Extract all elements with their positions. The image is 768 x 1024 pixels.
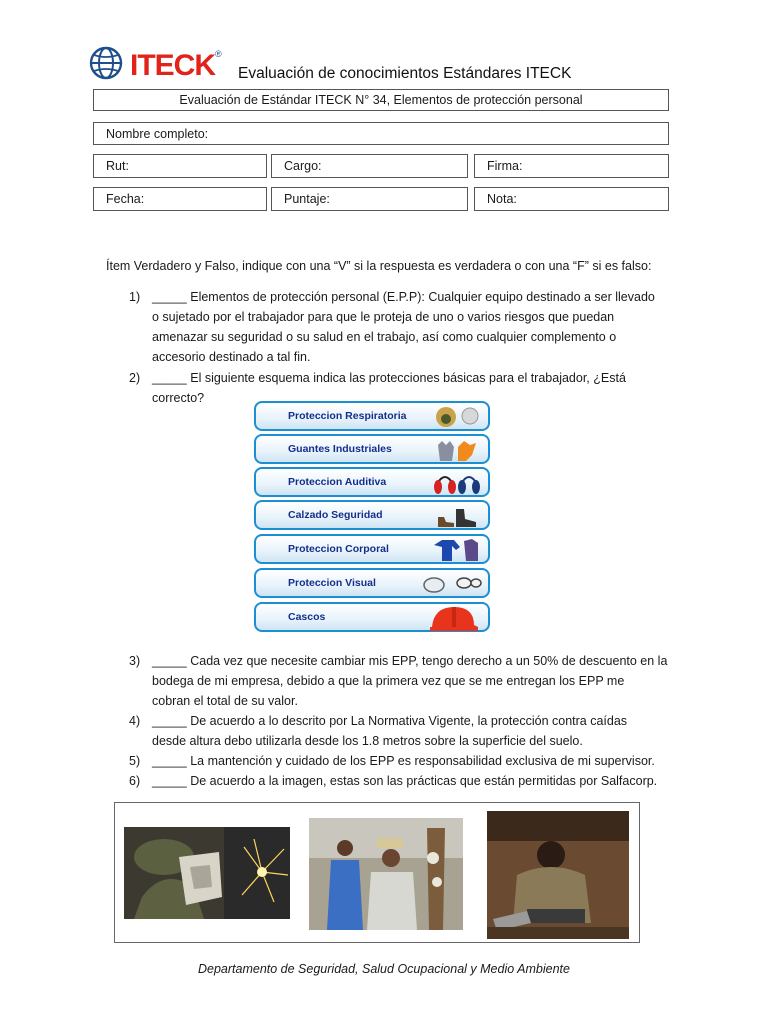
item-number: 6) bbox=[129, 774, 141, 788]
earmuffs-icon bbox=[432, 470, 482, 496]
item-line: cobran el total de su valor. bbox=[152, 694, 298, 708]
epp-respiratory bbox=[254, 401, 490, 431]
item-line: o sujetado por el trabajador para que le proteja de uno o varios riesgos que puedan bbox=[152, 310, 615, 324]
gloves-icon bbox=[432, 437, 482, 463]
epp-label: Proteccion Corporal bbox=[288, 543, 389, 555]
epp-gloves bbox=[254, 434, 490, 464]
item-line: _____ Elementos de protección personal (E.P.P): Cualquier equipo destinado a ser llevado bbox=[152, 290, 655, 304]
nota-field[interactable]: Nota: bbox=[474, 187, 669, 211]
item-number: 2) bbox=[129, 371, 141, 385]
document-title: Evaluación de conocimientos Estándares ITECK bbox=[238, 65, 572, 82]
safety-glasses-icon bbox=[422, 571, 482, 597]
item-line: correcto? bbox=[152, 391, 205, 405]
rut-field[interactable]: Rut: bbox=[93, 154, 267, 178]
item-3-text bbox=[152, 651, 667, 711]
epp-visual bbox=[254, 568, 490, 598]
cargo-field[interactable]: Cargo: bbox=[271, 154, 468, 178]
firma-field[interactable]: Firma: bbox=[474, 154, 669, 178]
safety-boots-icon bbox=[432, 503, 482, 529]
item-6-text: _____ De acuerdo a la imagen, estas son las prácticas que están permitidas por Salfacorp. bbox=[152, 774, 658, 788]
item-number: 1) bbox=[129, 290, 141, 304]
respirator-icon bbox=[432, 404, 482, 430]
item-line: bodega de mi empresa, debido a que la primera vez que se me entregan los EPP me bbox=[152, 674, 625, 688]
item-4-text bbox=[152, 711, 627, 751]
epp-label: Proteccion Respiratoria bbox=[288, 410, 407, 422]
item-line: _____ De acuerdo a lo descrito por La Normativa Vigente, la protección contra caídas bbox=[152, 714, 628, 728]
item-line: amenazar su seguridad o su salud en el trabajo, así como cualquier complemento o bbox=[152, 330, 617, 344]
name-field[interactable]: Nombre completo: bbox=[93, 122, 669, 145]
iteck-globe-logo-icon bbox=[89, 46, 123, 80]
fecha-field[interactable]: Fecha: bbox=[93, 187, 267, 211]
item-number: 4) bbox=[129, 714, 141, 728]
epp-helmets bbox=[254, 602, 490, 632]
item-5-text: _____ La mantención y cuidado de los EPP es responsabilidad exclusiva de mi supervisor. bbox=[152, 754, 655, 768]
item-line: _____ El siguiente esquema indica las protecciones básicas para el trabajador, ¿Está bbox=[152, 371, 626, 385]
item-line: accesorio destinado a tal fin. bbox=[152, 350, 311, 364]
iteck-logo-text: ITECK® bbox=[130, 49, 221, 82]
standard-title-box: Evaluación de Estándar ITECK N° 34, Elementos de protección personal bbox=[93, 89, 669, 111]
footer-department: Departamento de Seguridad, Salud Ocupacional y Medio Ambiente bbox=[198, 962, 570, 976]
item-line: desde altura debo utilizarla desde los 1.8 metros sobre la superficie del suelo. bbox=[152, 734, 583, 748]
hard-hat-icon bbox=[426, 605, 482, 633]
workers-photo bbox=[309, 818, 463, 930]
puntaje-field[interactable]: Puntaje: bbox=[271, 187, 468, 211]
instructions-text: Ítem Verdadero y Falso, indique con una “V” si la respuesta es verdadera o con una “F” si es falso: bbox=[106, 259, 652, 273]
item-number: 5) bbox=[129, 754, 141, 768]
epp-label: Calzado Seguridad bbox=[288, 509, 383, 521]
epp-footwear bbox=[254, 500, 490, 530]
item-1-text bbox=[152, 287, 655, 367]
coverall-icon bbox=[432, 537, 482, 563]
epp-label: Cascos bbox=[288, 611, 326, 623]
epp-label: Guantes Industriales bbox=[288, 443, 392, 455]
epp-body bbox=[254, 534, 490, 564]
item-line: _____ Cada vez que necesite cambiar mis EPP, tengo derecho a un 50% de descuento en la bbox=[152, 654, 668, 668]
item-number: 3) bbox=[129, 654, 141, 668]
grinding-worker-photo bbox=[487, 811, 629, 939]
epp-label: Proteccion Visual bbox=[288, 577, 376, 589]
welder-photo bbox=[124, 827, 290, 919]
epp-hearing bbox=[254, 467, 490, 497]
epp-label: Proteccion Auditiva bbox=[288, 476, 387, 488]
